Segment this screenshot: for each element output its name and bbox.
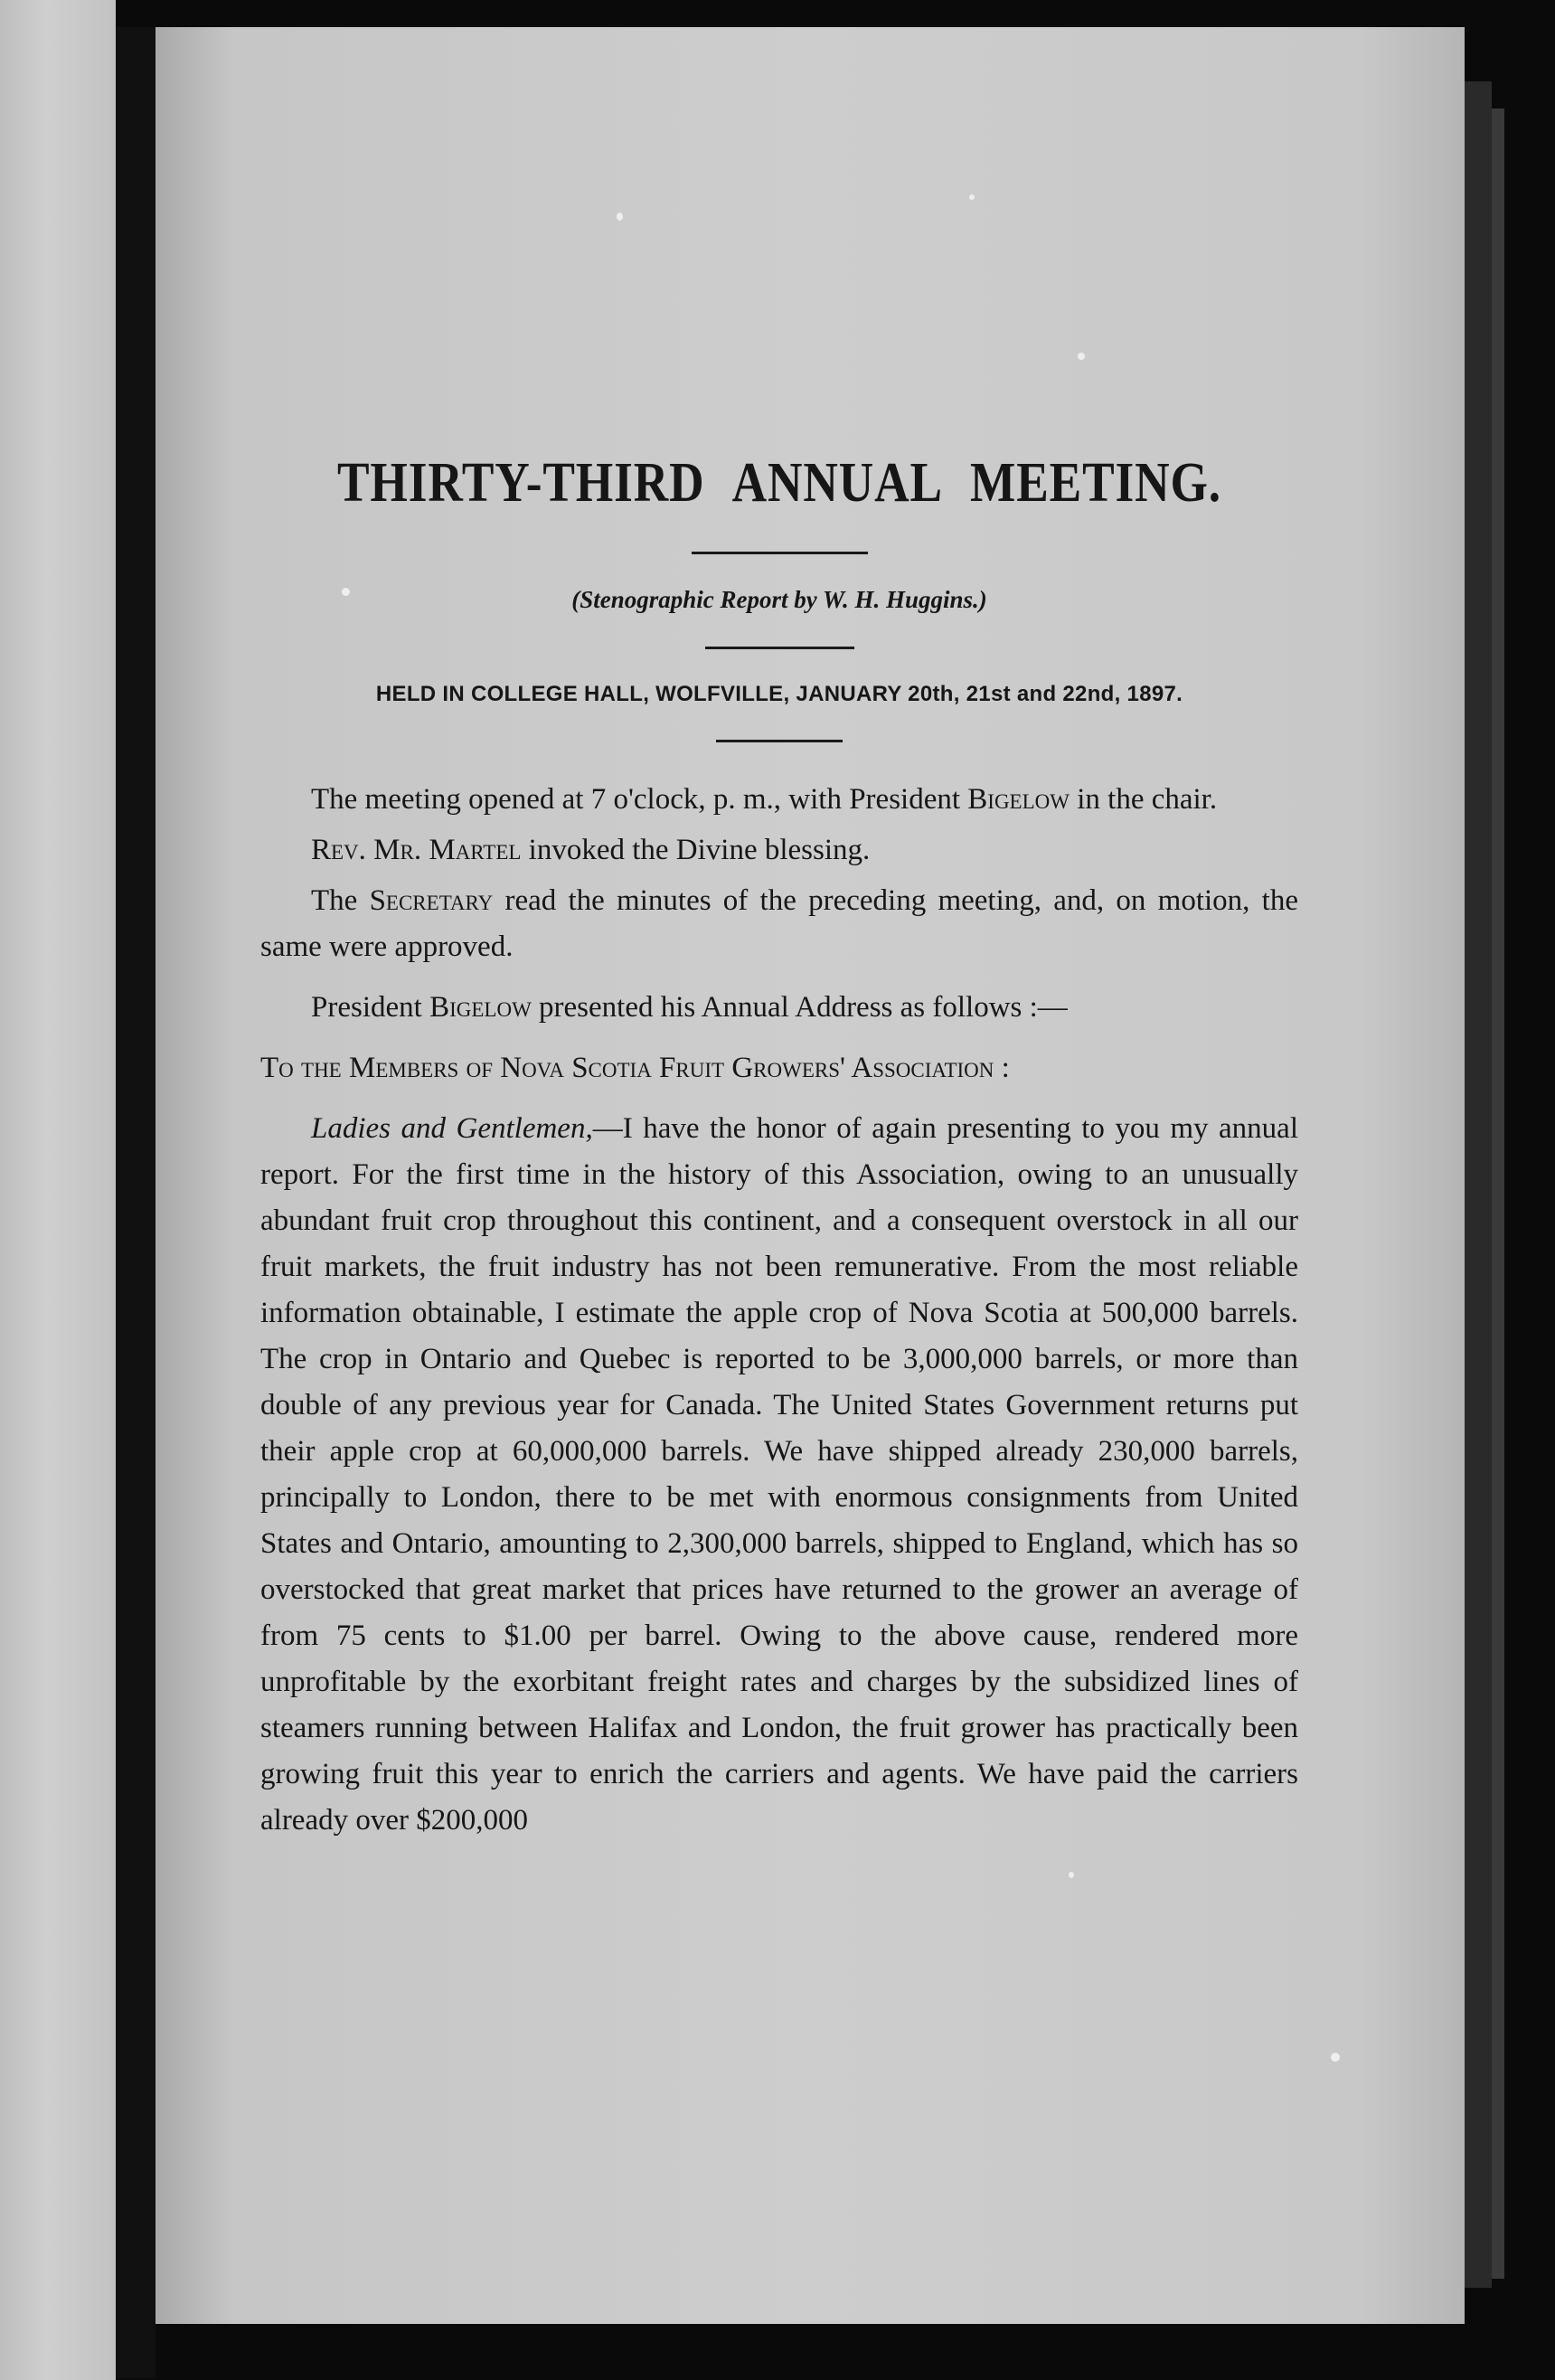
paragraph-minutes <box>260 878 1298 970</box>
dust-speck <box>617 212 623 221</box>
page-edge-outer <box>1492 109 1504 2279</box>
book-gutter <box>116 27 156 2378</box>
text-run: read the minutes of the preceding meeting, and, on motion, the same were approved. <box>260 883 1298 963</box>
paragraph-invocation <box>260 827 1298 874</box>
president-name: Bigelow <box>429 990 532 1024</box>
page-edge <box>1465 81 1492 2288</box>
text-run: The meeting opened at 7 o'clock, p. m., with President <box>311 782 968 816</box>
page-title: THIRTY-THIRD ANNUAL MEETING. <box>336 452 1222 514</box>
president-name: Bigelow <box>967 782 1070 816</box>
paragraph-meeting-opened <box>260 777 1298 823</box>
page-content <box>260 452 1298 1848</box>
text-run: presented his Annual Address as follows :— <box>531 990 1068 1024</box>
text-run: President <box>311 990 430 1024</box>
divider-rule <box>692 552 868 554</box>
meeting-location-date: HELD IN COLLEGE HALL, WOLFVILLE, JANUARY 20th, 21st and 22nd, 1897. <box>375 681 1183 706</box>
paragraph-annual-address <box>260 1106 1298 1844</box>
dust-speck <box>969 194 975 200</box>
text-run: invoked the Divine blessing. <box>521 833 871 866</box>
divider-rule <box>705 647 854 649</box>
paragraph-address-intro <box>260 985 1298 1031</box>
text-run: in the chair. <box>1069 782 1218 816</box>
address-heading: To the Members of Nova Scotia Fruit Growers' Association : <box>260 1051 1010 1084</box>
secretary-name: Secretary <box>369 883 494 917</box>
text-run: —I have the honor of again presenting to you my annual report. For the first time in the history of this Association, owing to an unusually abundant fruit crop throughout this continent, and a consequent overstock in all our fruit markets, the fruit industry has not been remunerative. From the most reliable information obtainable, I estimate the apple crop of Nova Scotia at 500,000 barrels. The crop in Ontario and Quebec is reported to be 3,000,000 barrels, or more than double of any previous year for Canada. The United States Government returns put their apple crop at 60,000,000 barrels. We have shipped already 230,000 barrels, principally to London, there to be met with enormous consignments from United States and Ontario, amounting to 2,300,000 barrels, shipped to England, which has so overstocked that great market that prices have returned to the grower an average of from 75 cents to $1.00 per barrel. Owing to the above cause, rendered more unprofitable by the exorbitant freight rates and charges by the subsidized lines of steamers running between Halifax and London, the fruit grower has practically been growing fruit this year to enrich the carriers and agents. We have paid the carriers already over $200,000 <box>260 1111 1298 1837</box>
salutation: Ladies and Gentlemen, <box>311 1111 593 1145</box>
left-page-margin <box>0 0 116 2380</box>
report-attribution: (Stenographic Report by W. H. Huggins.) <box>571 586 987 614</box>
text-run: The <box>311 883 370 917</box>
scanned-page <box>156 27 1465 2324</box>
reverend-name: Rev. Mr. Martel <box>311 833 522 866</box>
dust-speck <box>1078 353 1085 360</box>
body-text <box>260 777 1298 1844</box>
dust-speck <box>1069 1872 1074 1878</box>
dust-speck <box>1331 2053 1340 2062</box>
divider-rule <box>716 740 843 742</box>
